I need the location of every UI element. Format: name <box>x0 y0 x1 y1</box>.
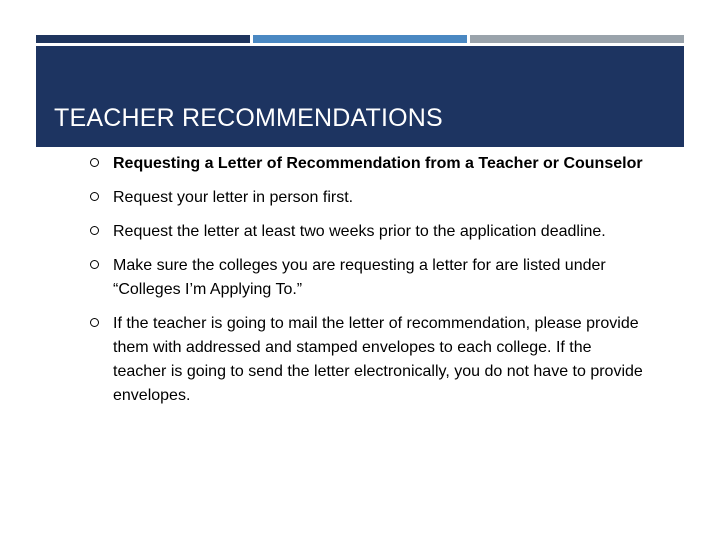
bullet-text: Requesting a Letter of Recommendation from a Teacher or Counselor <box>113 155 643 172</box>
slide-title: TEACHER RECOMMENDATIONS <box>54 104 443 132</box>
circle-bullet-icon <box>90 158 99 167</box>
accent-bar-light-blue <box>253 35 467 43</box>
bullet-text: Request the letter at least two weeks prior to the application deadline. <box>113 223 606 240</box>
title-band <box>36 46 684 147</box>
circle-bullet-icon <box>90 318 99 327</box>
bullet-item-1 <box>88 186 648 210</box>
accent-bar-gray <box>470 35 684 43</box>
bullet-text: If the teacher is going to mail the letter of recommendation, please provide them with addressed and stamped envelopes to each college. If the teacher is going to send the letter electronically, you do not have to provide envelopes. <box>113 315 643 404</box>
bullet-list <box>88 152 648 418</box>
bullet-item-2 <box>88 220 648 244</box>
circle-bullet-icon <box>90 226 99 235</box>
bullet-text: Request your letter in person first. <box>113 189 354 206</box>
circle-bullet-icon <box>90 192 99 201</box>
bullet-item-3 <box>88 254 648 302</box>
bullet-text: Make sure the colleges you are requesting a letter for are listed under “Colleges I’m Applying To.” <box>113 257 606 298</box>
bullet-item-4 <box>88 312 648 408</box>
circle-bullet-icon <box>90 260 99 269</box>
accent-bar-dark-blue <box>36 35 250 43</box>
bullet-item-0 <box>88 152 648 176</box>
